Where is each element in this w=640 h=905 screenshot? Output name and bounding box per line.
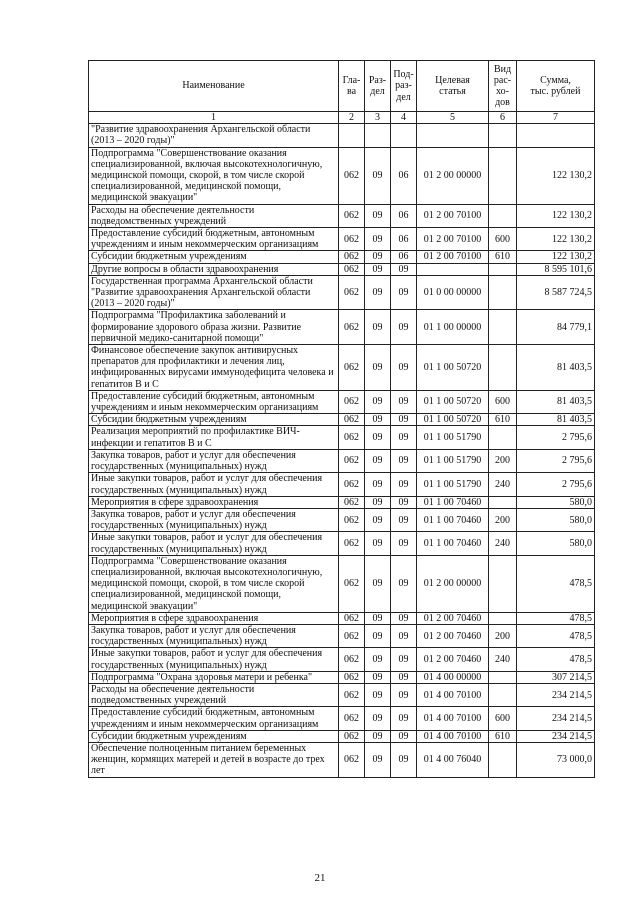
table-row xyxy=(89,204,595,227)
table-row xyxy=(89,310,595,345)
row-sum: 122 130,2 xyxy=(517,228,595,251)
row-name: Подпрограмма "Совершенствование оказания специализированной, включая высокотехнологичную, медицинской помощи, скорой, в том числе скорой специализированной, медицинской помощи, медицинской эвакуации" xyxy=(89,555,339,612)
row-sum: 478,5 xyxy=(517,624,595,647)
row-expense-type: 610 xyxy=(489,414,517,426)
column-header-subsection: Под- раз- дел xyxy=(391,61,417,112)
row-chapter: 062 xyxy=(339,707,365,730)
row-chapter: 062 xyxy=(339,742,365,777)
row-target-article: 01 1 00 51790 xyxy=(417,426,489,449)
row-expense-type xyxy=(489,555,517,612)
row-section: 09 xyxy=(365,449,391,472)
row-sum xyxy=(517,124,595,147)
column-number: 6 xyxy=(489,112,517,124)
row-name: Реализация мероприятий по профилактике ВИЧ-инфекции и гепатитов В и С xyxy=(89,426,339,449)
row-sum: 580,0 xyxy=(517,508,595,531)
row-chapter: 062 xyxy=(339,426,365,449)
row-name: Закупка товаров, работ и услуг для обеспечения государственных (муниципальных) нужд xyxy=(89,508,339,531)
row-name: Закупка товаров, работ и услуг для обеспечения государственных (муниципальных) нужд xyxy=(89,624,339,647)
row-section: 09 xyxy=(365,648,391,671)
row-section: 09 xyxy=(365,624,391,647)
row-expense-type xyxy=(489,612,517,624)
row-sum: 234 214,5 xyxy=(517,730,595,742)
row-target-article: 01 1 00 51790 xyxy=(417,449,489,472)
row-subsection: 09 xyxy=(391,707,417,730)
row-name: Расходы на обеспечение деятельности подведомственных учреждений xyxy=(89,683,339,706)
row-sum: 478,5 xyxy=(517,612,595,624)
row-target-article: 01 1 00 50720 xyxy=(417,414,489,426)
row-name: Иные закупки товаров, работ и услуг для обеспечения государственных (муниципальных) нужд xyxy=(89,473,339,496)
row-sum: 2 795,6 xyxy=(517,449,595,472)
row-name: Субсидии бюджетным учреждениям xyxy=(89,414,339,426)
row-sum: 81 403,5 xyxy=(517,390,595,413)
row-chapter: 062 xyxy=(339,449,365,472)
row-target-article: 01 1 00 50720 xyxy=(417,390,489,413)
row-subsection: 09 xyxy=(391,449,417,472)
row-name: Подпрограмма "Профилактика заболеваний и формирование здорового образа жизни. Развитие первичной медико-санитарной помощи" xyxy=(89,310,339,345)
row-expense-type xyxy=(489,204,517,227)
row-expense-type: 240 xyxy=(489,648,517,671)
row-subsection: 09 xyxy=(391,683,417,706)
row-chapter: 062 xyxy=(339,532,365,555)
row-subsection xyxy=(391,124,417,147)
table-row xyxy=(89,707,595,730)
table-row xyxy=(89,671,595,683)
row-section: 09 xyxy=(365,147,391,204)
row-expense-type xyxy=(489,496,517,508)
row-target-article xyxy=(417,124,489,147)
table-row xyxy=(89,390,595,413)
column-number: 1 xyxy=(89,112,339,124)
table-row xyxy=(89,730,595,742)
row-expense-type xyxy=(489,124,517,147)
row-expense-type xyxy=(489,426,517,449)
row-target-article: 01 1 00 70460 xyxy=(417,532,489,555)
row-section: 09 xyxy=(365,414,391,426)
table-body xyxy=(89,124,595,777)
row-target-article: 01 1 00 00000 xyxy=(417,310,489,345)
row-sum: 234 214,5 xyxy=(517,707,595,730)
row-section: 09 xyxy=(365,612,391,624)
row-chapter: 062 xyxy=(339,624,365,647)
column-header-chapter: Гла- ва xyxy=(339,61,365,112)
row-subsection: 09 xyxy=(391,310,417,345)
row-expense-type: 200 xyxy=(489,449,517,472)
row-target-article: 01 2 00 70460 xyxy=(417,648,489,671)
table-row xyxy=(89,683,595,706)
row-chapter: 062 xyxy=(339,730,365,742)
row-target-article: 01 4 00 70100 xyxy=(417,730,489,742)
row-subsection: 09 xyxy=(391,532,417,555)
row-target-article: 01 2 00 00000 xyxy=(417,147,489,204)
row-name: Мероприятия в сфере здравоохранения xyxy=(89,612,339,624)
row-section: 09 xyxy=(365,707,391,730)
column-header-name: Наименование xyxy=(89,61,339,112)
row-chapter: 062 xyxy=(339,496,365,508)
row-target-article: 01 2 00 70100 xyxy=(417,204,489,227)
row-section: 09 xyxy=(365,426,391,449)
row-chapter: 062 xyxy=(339,345,365,391)
row-subsection: 09 xyxy=(391,648,417,671)
row-expense-type: 610 xyxy=(489,730,517,742)
column-number: 7 xyxy=(517,112,595,124)
row-subsection: 06 xyxy=(391,147,417,204)
row-target-article: 01 4 00 76040 xyxy=(417,742,489,777)
row-section xyxy=(365,124,391,147)
row-section: 09 xyxy=(365,683,391,706)
row-sum: 84 779,1 xyxy=(517,310,595,345)
row-expense-type xyxy=(489,683,517,706)
row-sum: 81 403,5 xyxy=(517,345,595,391)
row-target-article: 01 0 00 00000 xyxy=(417,275,489,310)
row-target-article xyxy=(417,263,489,275)
row-target-article: 01 2 00 70100 xyxy=(417,228,489,251)
row-expense-type xyxy=(489,147,517,204)
row-section: 09 xyxy=(365,496,391,508)
row-chapter xyxy=(339,124,365,147)
row-name: Предоставление субсидий бюджетным, автономным учреждениям и иным некоммерческим организациям xyxy=(89,390,339,413)
row-chapter: 062 xyxy=(339,310,365,345)
row-target-article: 01 2 00 70460 xyxy=(417,612,489,624)
page-number: 21 xyxy=(314,872,326,884)
row-subsection: 09 xyxy=(391,730,417,742)
row-expense-type: 200 xyxy=(489,624,517,647)
row-name: Финансовое обеспечение закупок антивирусных препаратов для профилактики и лечения лиц, инфицированных вирусами иммунодефицита человека и гепатитов В и С xyxy=(89,345,339,391)
row-sum: 307 214,5 xyxy=(517,671,595,683)
table-row xyxy=(89,742,595,777)
row-expense-type xyxy=(489,263,517,275)
row-sum: 580,0 xyxy=(517,532,595,555)
row-chapter: 062 xyxy=(339,263,365,275)
row-subsection: 09 xyxy=(391,263,417,275)
row-expense-type: 200 xyxy=(489,508,517,531)
row-subsection: 09 xyxy=(391,414,417,426)
table-row xyxy=(89,263,595,275)
row-chapter: 062 xyxy=(339,390,365,413)
row-name: Мероприятия в сфере здравоохранения xyxy=(89,496,339,508)
row-subsection: 09 xyxy=(391,345,417,391)
column-number: 2 xyxy=(339,112,365,124)
column-number: 5 xyxy=(417,112,489,124)
row-chapter: 062 xyxy=(339,147,365,204)
row-name: "Развитие здравоохранения Архангельской области (2013 – 2020 годы)" xyxy=(89,124,339,147)
table-row xyxy=(89,496,595,508)
row-target-article: 01 2 00 70100 xyxy=(417,251,489,263)
row-chapter: 062 xyxy=(339,414,365,426)
row-chapter: 062 xyxy=(339,555,365,612)
row-section: 09 xyxy=(365,742,391,777)
row-subsection: 09 xyxy=(391,496,417,508)
row-expense-type xyxy=(489,671,517,683)
column-header-sum: Сумма, тыс. рублей xyxy=(517,61,595,112)
row-subsection: 06 xyxy=(391,251,417,263)
row-expense-type xyxy=(489,310,517,345)
row-name: Закупка товаров, работ и услуг для обеспечения государственных (муниципальных) нужд xyxy=(89,449,339,472)
row-expense-type: 600 xyxy=(489,228,517,251)
row-sum: 580,0 xyxy=(517,496,595,508)
row-expense-type: 240 xyxy=(489,532,517,555)
row-name: Предоставление субсидий бюджетным, автономным учреждениям и иным некоммерческим организациям xyxy=(89,707,339,730)
table-row xyxy=(89,555,595,612)
row-chapter: 062 xyxy=(339,473,365,496)
row-chapter: 062 xyxy=(339,671,365,683)
row-target-article: 01 4 00 70100 xyxy=(417,707,489,730)
row-chapter: 062 xyxy=(339,251,365,263)
row-section: 09 xyxy=(365,263,391,275)
column-header-target-article: Целевая статья xyxy=(417,61,489,112)
row-subsection: 09 xyxy=(391,555,417,612)
row-expense-type xyxy=(489,275,517,310)
row-target-article: 01 2 00 00000 xyxy=(417,555,489,612)
row-sum: 478,5 xyxy=(517,555,595,612)
table-row xyxy=(89,426,595,449)
table-row xyxy=(89,624,595,647)
table-row xyxy=(89,449,595,472)
table-header-row xyxy=(89,61,595,112)
row-chapter: 062 xyxy=(339,648,365,671)
row-subsection: 09 xyxy=(391,426,417,449)
row-chapter: 062 xyxy=(339,683,365,706)
row-chapter: 062 xyxy=(339,228,365,251)
row-sum: 478,5 xyxy=(517,648,595,671)
row-sum: 122 130,2 xyxy=(517,147,595,204)
table-row xyxy=(89,612,595,624)
row-sum: 2 795,6 xyxy=(517,473,595,496)
row-name: Субсидии бюджетным учреждениям xyxy=(89,730,339,742)
row-target-article: 01 4 00 00000 xyxy=(417,671,489,683)
table-row xyxy=(89,532,595,555)
row-subsection: 09 xyxy=(391,275,417,310)
table-row xyxy=(89,275,595,310)
row-target-article: 01 1 00 51790 xyxy=(417,473,489,496)
column-header-section: Раз- дел xyxy=(365,61,391,112)
row-expense-type: 240 xyxy=(489,473,517,496)
row-chapter: 062 xyxy=(339,508,365,531)
row-expense-type: 600 xyxy=(489,707,517,730)
row-sum: 234 214,5 xyxy=(517,683,595,706)
row-subsection: 09 xyxy=(391,742,417,777)
row-sum: 8 587 724,5 xyxy=(517,275,595,310)
row-sum: 122 130,2 xyxy=(517,204,595,227)
row-name: Иные закупки товаров, работ и услуг для обеспечения государственных (муниципальных) нужд xyxy=(89,648,339,671)
row-name: Подпрограмма "Охрана здоровья матери и ребенка" xyxy=(89,671,339,683)
row-section: 09 xyxy=(365,251,391,263)
row-subsection: 06 xyxy=(391,228,417,251)
row-name: Другие вопросы в области здравоохранения xyxy=(89,263,339,275)
row-chapter: 062 xyxy=(339,612,365,624)
row-name: Государственная программа Архангельской области "Развитие здравоохранения Архангельской области (2013 – 2020 годы)" xyxy=(89,275,339,310)
row-section: 09 xyxy=(365,345,391,391)
table-row xyxy=(89,473,595,496)
row-section: 09 xyxy=(365,730,391,742)
row-expense-type: 610 xyxy=(489,251,517,263)
row-section: 09 xyxy=(365,532,391,555)
column-number: 3 xyxy=(365,112,391,124)
table-row xyxy=(89,345,595,391)
row-subsection: 06 xyxy=(391,204,417,227)
row-name: Обеспечение полноценным питанием беременных женщин, кормящих матерей и детей в возрасте до трех лет xyxy=(89,742,339,777)
budget-table xyxy=(88,60,595,778)
row-chapter: 062 xyxy=(339,275,365,310)
row-subsection: 09 xyxy=(391,390,417,413)
row-section: 09 xyxy=(365,555,391,612)
row-target-article: 01 1 00 70460 xyxy=(417,496,489,508)
table-row xyxy=(89,147,595,204)
row-section: 09 xyxy=(365,473,391,496)
row-sum: 8 595 101,6 xyxy=(517,263,595,275)
row-name: Расходы на обеспечение деятельности подведомственных учреждений xyxy=(89,204,339,227)
row-target-article: 01 4 00 70100 xyxy=(417,683,489,706)
row-section: 09 xyxy=(365,275,391,310)
row-subsection: 09 xyxy=(391,473,417,496)
row-section: 09 xyxy=(365,508,391,531)
row-subsection: 09 xyxy=(391,508,417,531)
table-row xyxy=(89,124,595,147)
table-row xyxy=(89,228,595,251)
row-expense-type: 600 xyxy=(489,390,517,413)
column-number: 4 xyxy=(391,112,417,124)
row-name: Субсидии бюджетным учреждениям xyxy=(89,251,339,263)
row-sum: 81 403,5 xyxy=(517,414,595,426)
column-header-expense-type: Вид рас- хо- дов xyxy=(489,61,517,112)
row-section: 09 xyxy=(365,310,391,345)
row-subsection: 09 xyxy=(391,671,417,683)
row-sum: 2 795,6 xyxy=(517,426,595,449)
column-number-row xyxy=(89,112,595,124)
row-section: 09 xyxy=(365,671,391,683)
row-name: Иные закупки товаров, работ и услуг для обеспечения государственных (муниципальных) нужд xyxy=(89,532,339,555)
table-row xyxy=(89,508,595,531)
row-chapter: 062 xyxy=(339,204,365,227)
row-subsection: 09 xyxy=(391,624,417,647)
row-target-article: 01 1 00 50720 xyxy=(417,345,489,391)
row-subsection: 09 xyxy=(391,612,417,624)
row-name: Предоставление субсидий бюджетным, автономным учреждениям и иным некоммерческим организациям xyxy=(89,228,339,251)
row-section: 09 xyxy=(365,204,391,227)
table-row xyxy=(89,251,595,263)
row-sum: 73 000,0 xyxy=(517,742,595,777)
row-target-article: 01 2 00 70460 xyxy=(417,624,489,647)
table-row xyxy=(89,414,595,426)
table-row xyxy=(89,648,595,671)
row-sum: 122 130,2 xyxy=(517,251,595,263)
row-section: 09 xyxy=(365,390,391,413)
row-section: 09 xyxy=(365,228,391,251)
row-expense-type xyxy=(489,742,517,777)
row-expense-type xyxy=(489,345,517,391)
row-target-article: 01 1 00 70460 xyxy=(417,508,489,531)
row-name: Подпрограмма "Совершенствование оказания специализированной, включая высокотехнологичную, медицинской помощи, скорой, в том числе скорой специализированной, медицинской помощи, медицинской эвакуации" xyxy=(89,147,339,204)
